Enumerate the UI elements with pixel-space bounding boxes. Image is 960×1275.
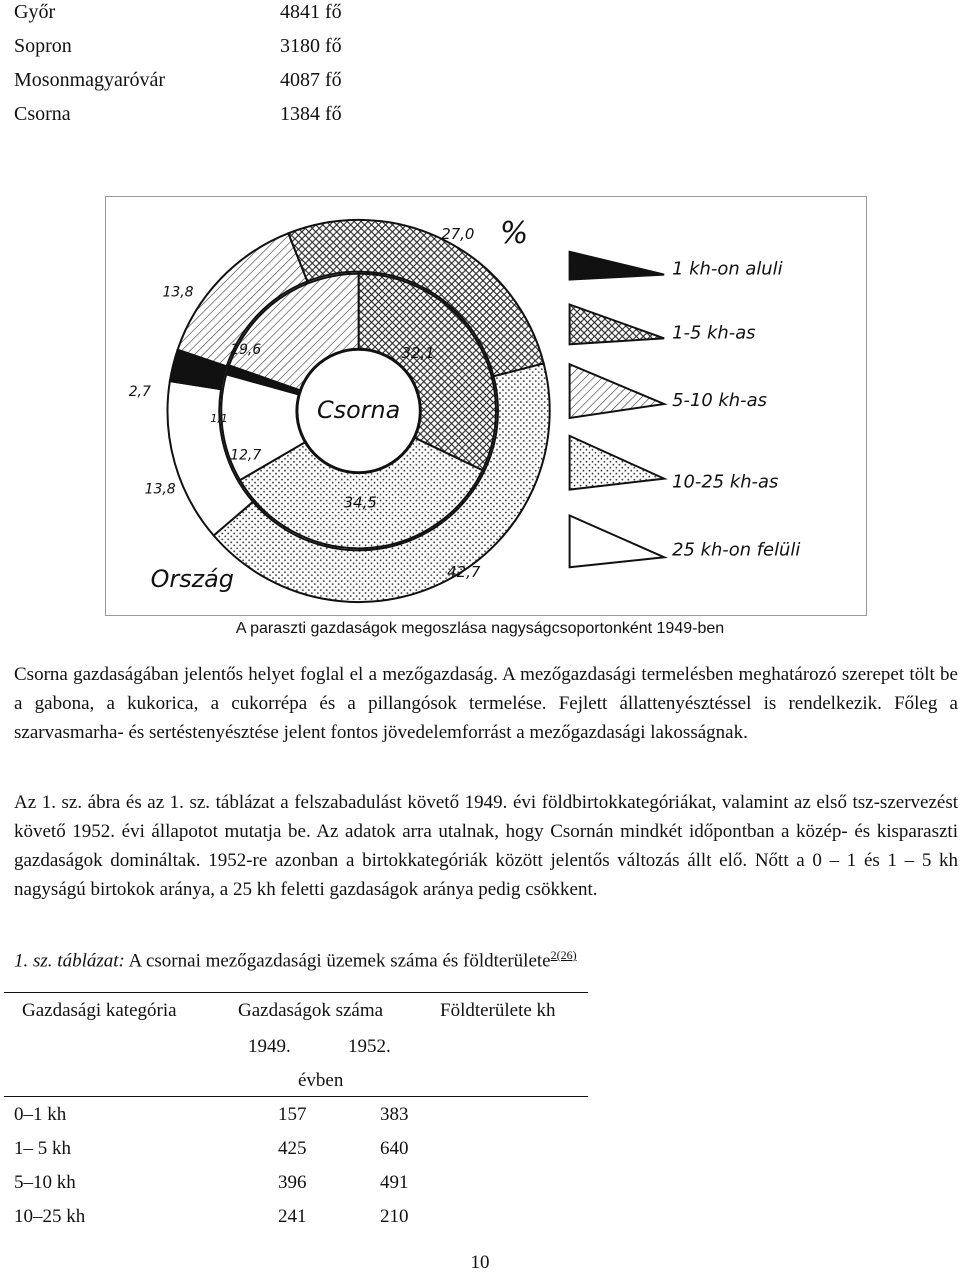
legend — [570, 252, 801, 567]
table-caption — [14, 948, 577, 972]
paragraph-2: Az 1. sz. ábra és az 1. sz. táblázat a felszabadulást követő 1949. évi földbirtokkategóriákat, valamint az első tsz-szervezést követő 1952. évi állapotot mutatja be. Az adatok arra utalnak, hogy Csornán mindkét időpontban a közép- és kisparaszti gazdaságok domináltak. 1952-re azonban a birtokkategóriák között jelentős változás állt elő. Nőtt a 0 – 1 és 1 – 5 kh nagyságú birtokok aránya, a 25 kh feletti gazdaságok aránya pedig csökkent. — [14, 792, 958, 900]
paragraph-1: Csorna gazdaságában jelentős helyet foglal el a mezőgazdaság. A mezőgazdasági termelésben meghatározó szerepet tölt be a gabona, a kukorica, a cukorrépa és a pillangósok termelése. Fejlett állattenyésztéssel is rendelkezik. Főleg a szarvasmarha- és sertéstenyésztése jelent fontos jövedelemforrást a mezőgazdasági lakosságnak. — [14, 664, 958, 743]
value-label: 42,7 — [447, 563, 481, 582]
donut-figure — [105, 196, 867, 616]
donut-chart — [106, 197, 866, 615]
center-label: Csorna — [316, 395, 401, 424]
row-1949: 241 — [278, 1206, 307, 1227]
legend-label: 10-25 kh-as — [672, 471, 779, 493]
legend-swatch-crosshatch — [570, 304, 665, 344]
header-in-year: évben — [298, 1070, 344, 1091]
city-name: Csorna — [14, 103, 71, 125]
legend-label: 1 kh-on aluli — [672, 258, 783, 280]
row-category: 1– 5 kh — [14, 1138, 71, 1159]
city-name: Győr — [14, 1, 56, 23]
legend-label: 5-10 kh-as — [672, 390, 767, 411]
row-1952: 640 — [380, 1138, 409, 1159]
row-1949: 157 — [278, 1104, 307, 1125]
percent-label: % — [499, 215, 529, 251]
row-category: 0–1 kh — [14, 1104, 67, 1125]
legend-swatch-solid — [570, 252, 665, 280]
row-category: 5–10 kh — [14, 1172, 76, 1193]
value-label: 32,1 — [401, 344, 435, 363]
city-name: Sopron — [14, 35, 72, 57]
table-header-rule — [4, 1096, 588, 1097]
population-count: 1384 fő — [280, 103, 342, 125]
value-label: 13,8 — [162, 284, 194, 301]
value-label: 27,0 — [441, 224, 475, 243]
value-label: 19,6 — [230, 342, 262, 359]
value-label: 2,7 — [128, 384, 151, 401]
population-count: 4841 fő — [280, 1, 342, 23]
row-1952: 491 — [380, 1172, 409, 1193]
header-count: Gazdaságok száma — [238, 1000, 384, 1021]
legend-swatch-hatch — [570, 364, 665, 418]
population-count: 4087 fő — [280, 69, 342, 91]
value-label: 13,8 — [144, 481, 176, 498]
population-count: 3180 fő — [280, 35, 342, 57]
value-label: 12,7 — [230, 447, 262, 464]
row-1949: 425 — [278, 1138, 307, 1159]
table-caption-text: A csornai mezőgazdasági üzemek száma és földterülete — [124, 950, 551, 972]
legend-label: 1-5 kh-as — [672, 322, 756, 344]
header-year-1952: 1952. — [348, 1036, 391, 1057]
row-1952: 210 — [380, 1206, 409, 1227]
value-label: 34,5 — [343, 493, 377, 512]
table-top-rule — [4, 992, 588, 993]
value-label: 1,1 — [210, 411, 228, 425]
row-1952: 383 — [380, 1104, 409, 1125]
header-area: Földterülete kh — [440, 1000, 556, 1021]
outer-label: Ország — [150, 565, 234, 594]
figure-caption: A paraszti gazdaságok megoszlása nagyságcsoportonként 1949-ben — [235, 620, 725, 637]
table-caption-prefix: 1. sz. táblázat: — [14, 950, 125, 972]
header-category: Gazdasági kategória — [22, 1000, 177, 1021]
row-1949: 396 — [278, 1172, 307, 1193]
legend-swatch-empty — [570, 515, 665, 567]
legend-label: 25 kh-on felüli — [672, 539, 801, 561]
legend-swatch-dots — [570, 436, 665, 490]
row-category: 10–25 kh — [14, 1206, 86, 1227]
header-year-1949: 1949. — [248, 1036, 291, 1057]
city-name: Mosonmagyaróvár — [14, 69, 166, 91]
page-number: 10 — [470, 1252, 490, 1273]
footnote-link[interactable]: 2(26) — [550, 948, 577, 962]
